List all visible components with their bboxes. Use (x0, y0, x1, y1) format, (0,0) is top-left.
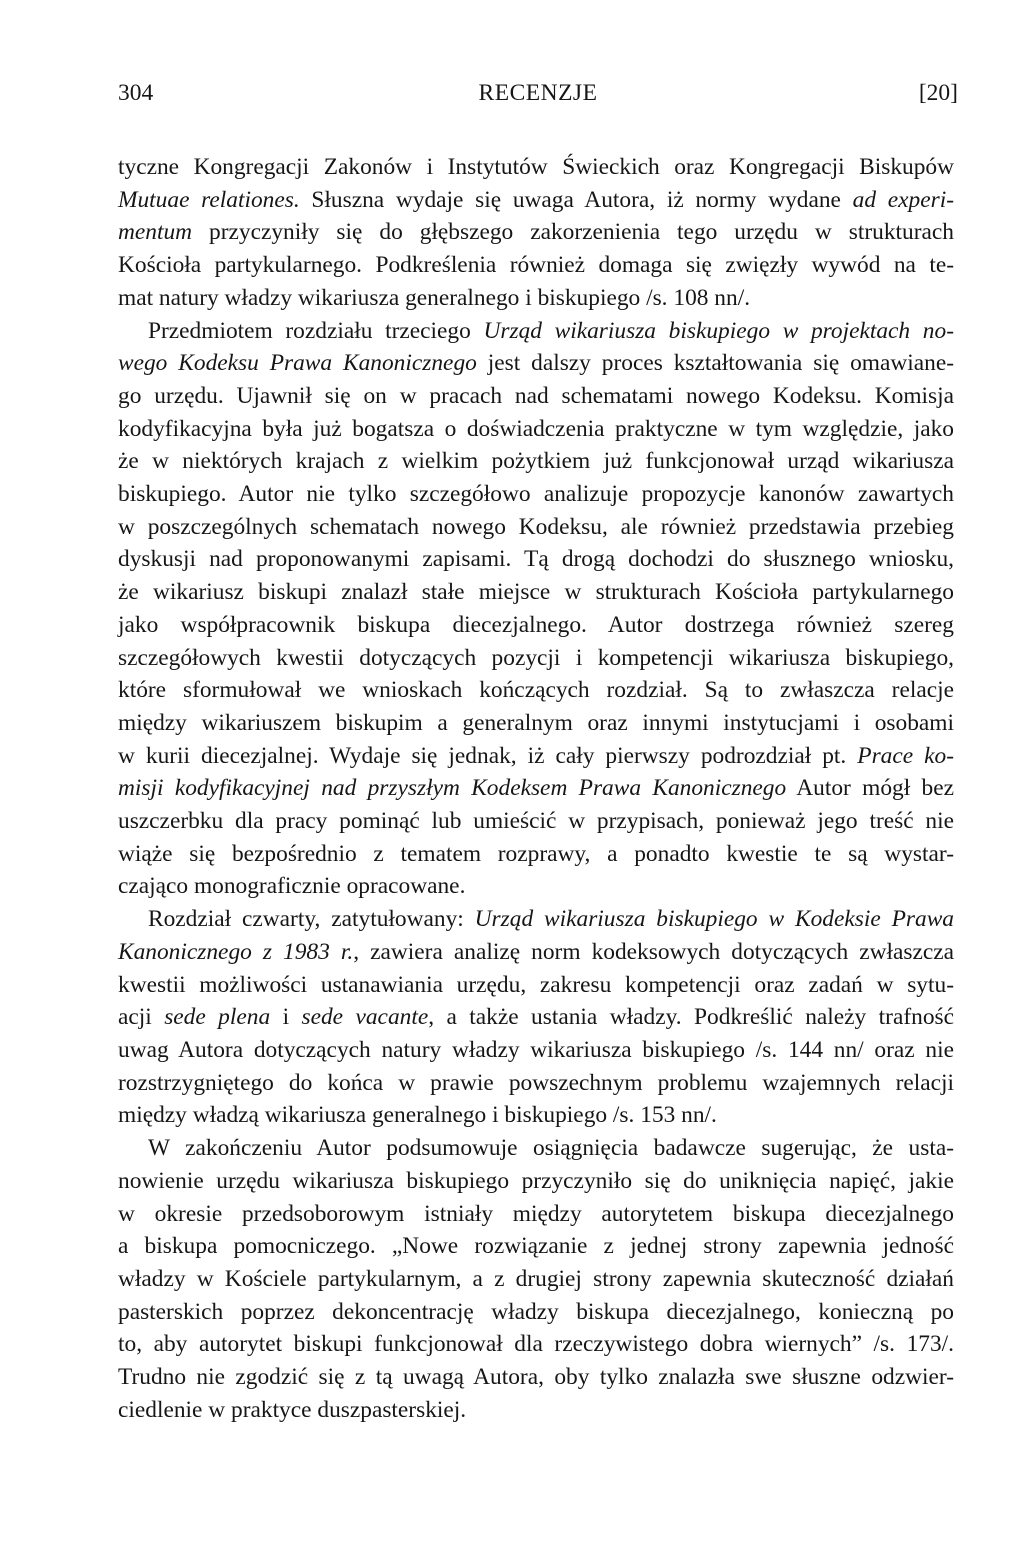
text-line (118, 1296, 954, 1329)
text-run: które sformułował we wnioskach kończących rozdział. Są to zwłaszcza relacje (118, 677, 954, 704)
text-run: Kościoła partykularnego. Podkreślenia również domaga się zwięzły wywód na te- (118, 252, 954, 279)
italic-run: wego Kodeksu Prawa Kanonicznego (118, 350, 477, 377)
text-line (118, 413, 954, 446)
text-line (118, 315, 954, 348)
paragraph (118, 903, 954, 1132)
section-number: [20] (918, 80, 958, 106)
text-run: pasterskich poprzez dekoncentrację władzy biskupa diecezjalnego, konieczną po (118, 1298, 954, 1325)
paragraph (118, 1132, 954, 1426)
text-line (118, 1099, 954, 1132)
italic-run: Urząd wikariusza biskupiego w Kodeksie Prawa (474, 906, 954, 933)
text-run: kodyfikacyjna była już bogatsza o doświadczenia praktyczne w tym względzie, jako (118, 415, 954, 442)
text-line (118, 184, 954, 217)
italic-run: Prace ko- (857, 742, 954, 769)
text-line (118, 1230, 954, 1263)
italic-run: sede vacante (301, 1004, 429, 1031)
text-run: mat natury władzy wikariusza generalnego i biskupiego /s. 108 nn/. (118, 284, 751, 311)
text-line (118, 1165, 954, 1198)
text-run: W zakończeniu Autor podsumowuje osiągnięcia badawcze sugerując, że usta- (148, 1135, 954, 1162)
text-run: przyczyniły się do głębszego zakorzenienia tego urzędu w strukturach (192, 219, 954, 246)
text-run: ciedlenie w praktyce duszpasterskiej. (118, 1396, 467, 1423)
text-run: że wikariusz biskupi znalazł stałe miejsce w strukturach Kościoła partykularnego (118, 579, 954, 606)
text-line (118, 936, 954, 969)
paragraph (118, 315, 954, 904)
page-number: 304 (118, 80, 154, 106)
text-run: a biskupa pomocniczego. „Nowe rozwiązanie z jednej strony zapewnia jedność (118, 1233, 954, 1260)
text-run: w okresie przedsoborowym istniały między autorytetem biskupa diecezjalnego (118, 1200, 954, 1227)
text-run: nowienie urzędu wikariusza biskupiego przyczyniło się do uniknięcia napięć, jakie (118, 1167, 954, 1194)
italic-run: Kanonicznego z 1983 r. (118, 938, 354, 965)
text-line (118, 674, 954, 707)
text-line (118, 609, 954, 642)
text-line (118, 707, 954, 740)
text-run: to, aby autorytet biskupi funkcjonował dla rzeczywistego dobra wiernych” /s. 173/. (118, 1331, 954, 1358)
italic-run: sede plena (164, 1004, 271, 1031)
text-run: w kurii diecezjalnej. Wydaje się jednak, iż cały pierwszy podrozdział pt. (118, 742, 858, 769)
text-line (118, 347, 954, 380)
text-line (118, 642, 954, 675)
text-run: kwestii możliwości ustanawiania urzędu, zakresu kompetencji oraz zadań w sytu- (118, 971, 954, 998)
text-run: władzy w Kościele partykularnym, a z drugiej strony zapewnia skuteczność działań (118, 1265, 954, 1292)
text-line (118, 1067, 954, 1100)
text-run: jako współpracownik biskupa diecezjalnego. Autor dostrzega również szereg (118, 611, 954, 638)
italic-run: misji kodyfikacyjnej nad przyszłym Kodeksem Prawa Kanonicznego (118, 775, 787, 802)
text-line (118, 1034, 954, 1067)
text-run: tyczne Kongregacji Zakonów i Instytutów Świeckich oraz Kongregacji Biskupów (118, 154, 954, 180)
paragraph (118, 151, 954, 315)
text-run: uwag Autora dotyczących natury władzy wikariusza biskupiego /s. 144 nn/ oraz nie (118, 1036, 954, 1063)
text-run: acji (118, 1004, 165, 1031)
text-line (118, 511, 954, 544)
text-line (118, 1263, 954, 1296)
text-run: między władzą wikariusza generalnego i biskupiego /s. 153 nn/. (118, 1102, 717, 1129)
text-line (118, 282, 954, 315)
italic-run: Mutuae relationes. (118, 186, 300, 213)
text-run: Rozdział czwarty, zatytułowany: (148, 906, 475, 933)
page-header (118, 80, 958, 120)
running-title: RECENZJE (478, 80, 598, 106)
text-run: go urzędu. Ujawnił się on w pracach nad schematami nowego Kodeksu. Komisja (118, 382, 954, 409)
text-line (118, 772, 954, 805)
text-run: wiąże się bezpośrednio z tematem rozprawy, a ponadto kwestie te są wystar- (118, 840, 954, 867)
text-run: i (270, 1004, 302, 1031)
text-line (118, 805, 954, 838)
text-line (118, 543, 954, 576)
text-run: biskupiego. Autor nie tylko szczegółowo analizuje propozycje kanonów zawartych (118, 481, 954, 508)
text-line (118, 969, 954, 1002)
text-line (118, 576, 954, 609)
text-run: czająco monograficznie opracowane. (118, 873, 466, 900)
text-run: uszczerbku dla pracy pominąć lub umieścić w przypisach, ponieważ jego treść nie (118, 808, 954, 835)
text-line (118, 740, 954, 773)
text-line (118, 1394, 954, 1427)
text-line (118, 216, 954, 249)
body-text (118, 151, 954, 1426)
text-run: , a także ustania władzy. Podkreślić należy trafność (428, 1004, 954, 1031)
text-line (118, 380, 954, 413)
text-run: między wikariuszem biskupim a generalnym oraz innymi instytucjami i osobami (118, 709, 954, 736)
text-line (118, 1198, 954, 1231)
text-line (118, 478, 954, 511)
italic-run: ad experi- (852, 186, 954, 213)
text-run: jest dalszy proces kształtowania się omawiane- (476, 350, 955, 377)
text-line (118, 1132, 954, 1165)
text-run: że w niektórych krajach z wielkim pożytkiem już funkcjonował urząd wikariusza (118, 448, 954, 475)
text-run: dyskusji nad proponowanymi zapisami. Tą drogą dochodzi do słusznego wniosku, (118, 546, 954, 573)
text-run: Słuszna wydaje się uwaga Autora, iż normy wydane (299, 186, 853, 213)
text-line (118, 1361, 954, 1394)
text-run: rozstrzygniętego do końca w prawie powszechnym problemu wzajemnych relacji (118, 1069, 954, 1096)
text-line (118, 1001, 954, 1034)
italic-run: Urząd wikariusza biskupiego w projektach no- (483, 317, 954, 344)
text-run: , zawiera analizę norm kodeksowych dotyczących zwłaszcza (353, 938, 954, 965)
text-line (118, 151, 954, 184)
italic-run: mentum (118, 219, 193, 246)
text-line (118, 445, 954, 478)
text-line (118, 249, 954, 282)
text-run: Autor mógł bez (786, 775, 954, 802)
text-line (118, 903, 954, 936)
text-line (118, 1328, 954, 1361)
text-line (118, 838, 954, 871)
text-line (118, 870, 954, 903)
text-run: Trudno nie zgodzić się z tą uwagą Autora, oby tylko znalazła swe słuszne odzwier- (118, 1364, 954, 1391)
text-run: szczegółowych kwestii dotyczących pozycji i kompetencji wikariusza biskupiego, (118, 644, 954, 671)
text-run: w poszczególnych schematach nowego Kodeksu, ale również przedstawia przebieg (118, 513, 954, 540)
text-run: Przedmiotem rozdziału trzeciego (148, 317, 484, 344)
